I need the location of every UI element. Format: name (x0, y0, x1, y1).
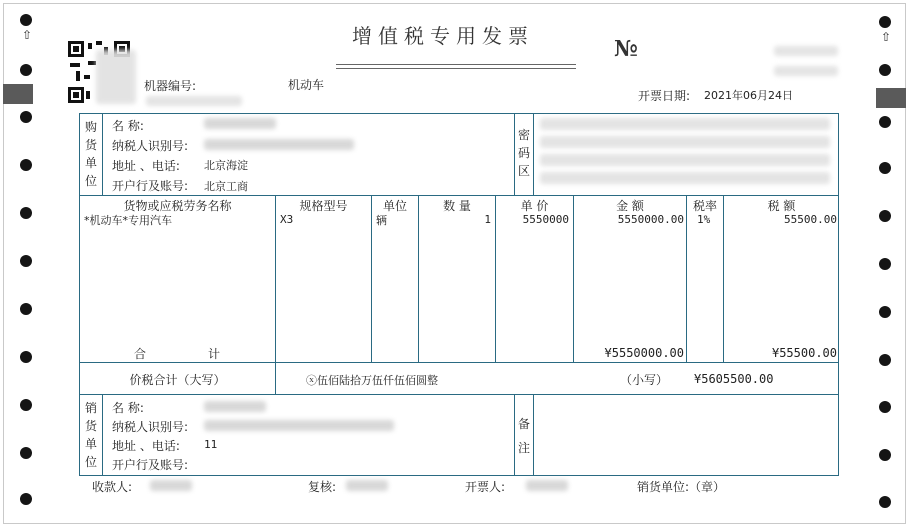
feed-hole (20, 111, 32, 123)
redacted-invoice-number (774, 66, 838, 76)
password-area-label: 密 码 区 (517, 128, 530, 178)
feed-hole (879, 162, 891, 174)
redacted-seller-name (204, 401, 266, 412)
feed-hole (20, 447, 32, 459)
feed-hole (879, 401, 891, 413)
feed-hole (20, 207, 32, 219)
feed-hole (20, 399, 32, 411)
drawer-label: 开票人: (465, 480, 506, 494)
redacted-qr-area (96, 50, 136, 104)
invoice-table (79, 113, 839, 476)
remarks-label: 备 注 (517, 417, 530, 455)
header-goods-name: 货物或应税劳务名称 (123, 199, 232, 213)
item-quantity: 1 (484, 213, 491, 226)
feed-hole (20, 303, 32, 315)
arrow-up-icon: ⇧ (22, 28, 33, 42)
buyer-bank-label: 开户行及账号: (112, 179, 189, 193)
title-underline (336, 64, 576, 65)
total-label: 合 (134, 347, 147, 361)
header-tax-rate: 税率 (692, 199, 717, 213)
header-quantity: 数 量 (443, 199, 471, 213)
redacted-buyer-name (204, 118, 276, 129)
item-spec: X3 (280, 213, 294, 226)
feed-hole (20, 493, 32, 505)
issue-date: 2021年06月24日 (704, 89, 793, 102)
item-tax-rate: 1% (697, 213, 711, 226)
feed-hole (879, 210, 891, 222)
feed-hole (20, 64, 32, 76)
grand-total-label: 价税合计（大写） (129, 373, 226, 387)
buyer-tax-id-label: 纳税人识别号: (112, 139, 189, 153)
item-unit-price: 5550000 (522, 213, 569, 226)
redacted-password-line (540, 154, 830, 166)
header-unit: 单位 (382, 199, 407, 213)
grand-total-in-words: ⓧ伍佰陆拾万伍仟伍佰圆整 (306, 374, 438, 387)
redacted-seller-tax-id (204, 420, 394, 431)
redacted-drawer (526, 480, 568, 491)
redacted-reviewer (346, 480, 388, 491)
feed-hole (879, 16, 891, 28)
feed-hole (879, 116, 891, 128)
redacted-invoice-code (774, 46, 838, 56)
seller-side-label: 销 货 单 位 (84, 401, 97, 469)
buyer-side-label: 购 货 单 位 (84, 120, 97, 188)
feed-hole (879, 354, 891, 366)
seller-tax-id-label: 纳税人识别号: (112, 420, 189, 434)
redacted-password-line (540, 118, 830, 130)
alignment-mark (3, 84, 33, 104)
buyer-address: 北京海淀 (204, 159, 248, 172)
arrow-up-icon: ⇧ (881, 30, 892, 44)
header-amount: 金 额 (616, 199, 644, 213)
feed-hole (879, 64, 891, 76)
header-unit-price: 单 价 (520, 199, 549, 213)
feed-hole (879, 306, 891, 318)
buyer-name-label: 名 称: (112, 119, 144, 133)
seller-name-label: 名 称: (112, 401, 144, 415)
header-spec: 规格型号 (299, 199, 348, 213)
redacted-password-line (540, 172, 830, 184)
grand-total-in-figures: ¥5605500.00 (694, 372, 774, 386)
item-unit: 辆 (376, 214, 387, 227)
item-name: *机动车*专用汽车 (84, 214, 172, 227)
invoice-number-symbol: № (614, 36, 638, 62)
redacted-password-line (540, 136, 830, 148)
feed-hole (879, 258, 891, 270)
seller-seal-label: 销货单位:（章） (637, 480, 726, 494)
seller-bank-label: 开户行及账号: (112, 458, 189, 472)
total-tax: ¥55500.00 (771, 346, 837, 360)
vehicle-tag: 机动车 (288, 78, 325, 92)
machine-number-label: 机器编号: (144, 79, 197, 93)
title-underline (336, 68, 576, 69)
total-amount: ¥5550000.00 (604, 346, 684, 360)
redacted-buyer-tax-id (204, 139, 354, 150)
feed-hole (879, 496, 891, 508)
total-label: 计 (208, 347, 221, 361)
feed-hole (20, 351, 32, 363)
reviewer-label: 复核: (308, 480, 337, 494)
feed-hole (20, 255, 32, 267)
buyer-bank: 北京工商 (204, 180, 248, 193)
seller-address: 11 (204, 438, 218, 451)
redacted-machine-number (146, 96, 242, 106)
feed-hole (20, 159, 32, 171)
header-tax-amount: 税 额 (767, 199, 796, 213)
redacted-payee (150, 480, 192, 491)
feed-hole (20, 14, 32, 26)
alignment-mark (876, 88, 906, 108)
item-amount: 5550000.00 (617, 213, 684, 226)
payee-label: 收款人: (92, 480, 133, 494)
issue-date-label: 开票日期: (638, 89, 691, 103)
invoice-title: 增值税专用发票 (352, 24, 534, 48)
buyer-address-label: 地址 、电话: (112, 159, 180, 173)
grand-total-small-label: （小写） (620, 373, 669, 387)
item-tax-amount: 55500.00 (784, 213, 837, 226)
feed-hole (879, 449, 891, 461)
seller-address-label: 地址 、电话: (112, 439, 180, 453)
